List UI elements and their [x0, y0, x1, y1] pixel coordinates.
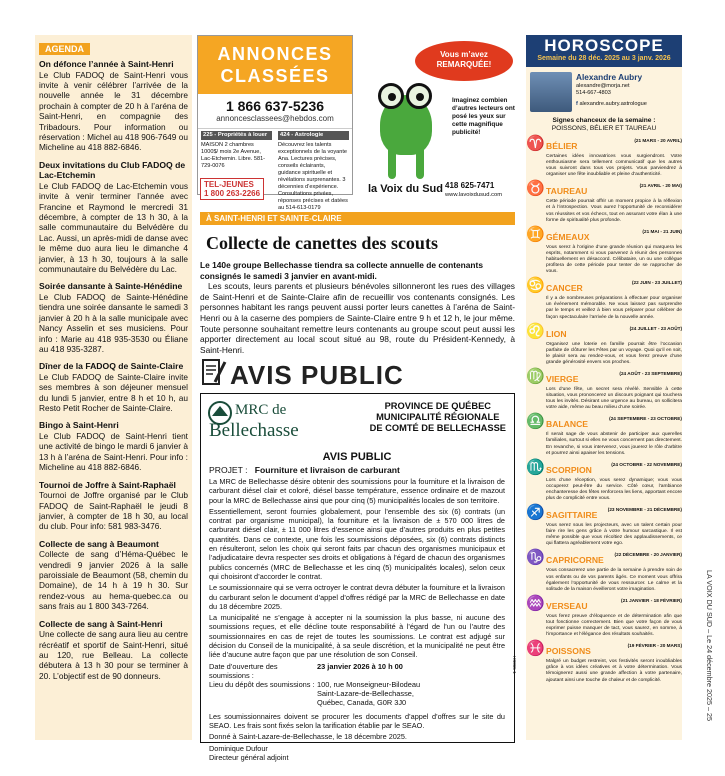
zodiac-sign	[526, 550, 682, 592]
zodiac-dates: (19 FÉVRIER - 20 MARS)	[627, 643, 682, 649]
tel-jeunes-name: TEL-JEUNES	[204, 180, 254, 189]
event-body: Une collecte de sang aura lieu au centre récréatif et sportif de Saint-Henri, situé au 120, rue Belleau. La collecte débutera à 13 h 30 pour se terminer à 20. L’objectif est de 90 donneurs.	[39, 629, 188, 681]
opening-date-label: Date d’ouverture des soumissions :	[209, 661, 278, 680]
zodiac-name: GÉMEAUX	[546, 231, 590, 242]
zodiac-name: SAGITTAIRE	[546, 510, 598, 521]
horoscope-column	[526, 35, 682, 740]
event-title: Dîner de la FADOQ de Sainte-Claire	[39, 361, 184, 372]
zodiac-icon: ♋	[526, 277, 545, 295]
agenda-event	[39, 160, 188, 275]
zodiac-name: SCORPION	[546, 464, 592, 475]
classified-phone[interactable]: 1 866 637-5236	[225, 98, 325, 114]
notice-paragraph: Les soumissionnaires doivent se procurer les documents d’appel d’offres sur le site du SEAO. Les frais sont fixés selon la tarification établie par le SEAO.	[209, 711, 505, 730]
zodiac-text: Malgré un budget restreint, vos festivités seront inoubliables grâce à vos idées créatives et à votre détermination. Vous témoignerez aussi une grande affection à votre partenaire, ajoutant ainsi une touche de chaleur et de complicité.	[546, 659, 682, 683]
zodiac-sign	[526, 324, 682, 366]
agenda-event	[39, 281, 188, 354]
horoscope-week: Semaine du 28 déc. 2025 au 3 janv. 2026	[537, 55, 671, 62]
zodiac-sign	[526, 641, 682, 683]
agenda-event	[39, 420, 188, 472]
opening-date-row	[209, 662, 505, 680]
signatory-title: Directeur général adjoint	[209, 752, 289, 762]
zodiac-dates: (23 NOVEMBRE - 21 DÉCEMBRE)	[607, 507, 682, 513]
event-title: Deux invitations du Club FADOQ de Lac-Etchemin	[39, 159, 186, 181]
event-body: Le Club FADOQ de Lac-Etchemin vous invite à venir terminer l’année avec Francine et Raymond le mercredi 31 décembre, à compter de 13 h 30, à la salle communautaire du Belvédère du Lac. Aussi, un après-midi de danse avec le même duo aura lieu le dimanche 4 janvier, à 13 h 30, toujours à la salle communautaire du Belvédère du Lac.	[39, 180, 188, 274]
deposit-location-row	[209, 680, 505, 689]
promo-phone[interactable]: 418 625-7471	[445, 181, 495, 190]
zodiac-icon: ♉	[526, 180, 545, 198]
avatar	[530, 72, 572, 112]
astrology-heading: 424 - Astrologie	[278, 131, 349, 140]
event-body: Le Club FADOQ de Saint-Henri tient une activité de bingo le mardi 6 janvier à 13 h à l’aréna de Saint-Henri. Pour info : Micheline au 418 882-6846.	[39, 430, 188, 473]
event-title: On défonce l’année à Saint-Henri	[39, 59, 174, 69]
agenda-event	[39, 619, 188, 682]
author-name: Alexandre Aubry	[576, 72, 643, 82]
mrc-bellechasse-logo	[207, 400, 317, 444]
zodiac-dates: (22 DÉCEMBRE - 20 JANVIER)	[614, 552, 682, 558]
article-title: Collecte de canettes des scouts	[206, 233, 438, 253]
zodiac-dates: (22 JUIN - 23 JUILLET)	[631, 280, 682, 286]
lucky-list: POISSONS, BÉLIER ET TAUREAU	[551, 125, 657, 132]
frog-eye-icon	[378, 83, 404, 109]
agenda-event	[39, 539, 188, 612]
classified-email[interactable]: annoncesclassees@hebdos.com	[216, 114, 334, 123]
speech-bubble	[415, 41, 513, 81]
frog-eye-icon	[406, 83, 432, 109]
event-body: Le Club FADOQ de Sainte-Hénédine tiendra une soirée dansante le samedi 3 janvier à 20 h à la salle municipale avec Nancy Asselin et ses musiciens. Pour info : Marie au 418 935-3530 ou Éliane au 418 935-3287.	[39, 291, 188, 354]
horoscope-header	[526, 35, 682, 67]
zodiac-sign	[526, 369, 682, 411]
project-name: Fourniture et livraison de carburant	[254, 465, 400, 475]
zodiac-sign	[526, 414, 682, 456]
classified-ads-box	[197, 35, 353, 211]
zodiac-sign	[526, 596, 682, 638]
tel-jeunes-logo	[200, 178, 264, 200]
zodiac-name: POISSONS	[546, 646, 591, 657]
zodiac-text: Lors d’une réception, vous serez dynamique; vous vous occuperez peut-être du service. Côté cœur, l’ambiance enchanteresse des fêtes renforcera les liens, apportant encore plus de complicité entre vous.	[546, 477, 682, 501]
newspaper-promo-ad	[360, 35, 520, 205]
deposit-address-line2: Saint-Lazare-de-Bellechasse,	[317, 689, 414, 699]
tel-jeunes-phone: 1 800 263-2266	[204, 189, 261, 198]
zodiac-name: CAPRICORNE	[546, 555, 604, 566]
lucky-label: Signes chanceux de la semaine :	[552, 117, 656, 124]
zodiac-name: VIERGE	[546, 373, 579, 384]
notice-paragraph: Essentiellement, seront fournies globalement, pour l’ensemble des six (6) contrats (un contrat par organisme municipal), la fourniture et la livraison de ± 570 000 litres de carburant diésel clair, ± 11 000 litres d’essence ainsi que d’autres produits en plus petites quantités. Dans ce contexte, une fois les soumissions déposées, six (6) contrats distincts en résulteront, selon les choix qui seront faits par chacun des organismes municipaux et l’adjudicataire devra respecter ses droits et obligations à l’égard de chacun des organismes publics concernés (MRC de Bellechasse et les cinq (5) municipalités locales), selon ceux qui choisiront d’accorder le contrat.	[209, 506, 505, 581]
deposit-address-line3: Québec, Canada, G0R 3J0	[317, 698, 407, 708]
zodiac-icon: ♑	[526, 549, 545, 567]
zodiac-name: BALANCE	[546, 419, 589, 430]
scouts-article	[200, 212, 515, 355]
zodiac-dates: (21 AVRIL - 20 MAI)	[639, 183, 682, 189]
author-phone[interactable]: 514-667-4803	[576, 90, 611, 96]
mrc-name: Bellechasse	[209, 420, 299, 441]
zodiac-text: Certaines idées innovatrices vous surgiendront. Votre enthousiasme sera tellement communicatif que les autres vous suivront dans tous vos projets. Vous parviendrez à organiser une fête inoubliable et pleine d’authenticité.	[546, 154, 682, 178]
agenda-event	[39, 361, 188, 413]
article-lead: Le 140e groupe Bellechasse tiendra sa collecte annuelle de contenants consignés le samedi 3 janvier en avant-midi.	[200, 260, 483, 281]
zodiac-dates: (21 JANVIER - 18 FÉVRIER)	[621, 597, 682, 603]
zodiac-icon: ♒	[526, 594, 545, 612]
rentals-text: MAISON 2 chambres 1000$/ mois 2e Avenue, Lac-Etchemin. Libre. 581-729-0076	[201, 142, 266, 169]
zodiac-text: Il y a de nombreuses préparations à effectuer pour organiser un événement mémorable. Ne vous laissez pas surprendre par le temps et veillez à bien vous préparer pour célébrer de façon spectaculaire l’arrivée de la nouvelle année.	[546, 296, 682, 320]
event-title: Tournoi de Joffre à Saint-Raphaël	[39, 479, 176, 490]
classified-columns	[198, 128, 352, 214]
zodiac-icon: ♓	[526, 640, 545, 658]
zodiac-sign	[526, 278, 682, 320]
notice-title: AVIS PUBLIC	[322, 451, 392, 463]
zodiac-name: TAUREAU	[546, 186, 588, 197]
zodiac-text: Il serait sage de vous abstenir de participer aux querelles familiales, surtout si elles ne vous concernent pas directement. En revanche, si vous intervenez, vous jouerez le rôle d’arbitre et pourrez ainsi apaiser les tensions.	[546, 432, 682, 456]
classified-title-line2: CLASSÉES	[220, 66, 330, 86]
zodiac-name: BÉLIER	[546, 141, 578, 151]
article-section: À SAINT-HENRI ET SAINTE-CLAIRE	[200, 212, 515, 225]
notice-body	[209, 451, 505, 764]
author-facebook[interactable]	[576, 101, 647, 107]
event-title: Soirée dansante à Sainte-Hénédine	[39, 281, 183, 292]
public-notice-header: AVIS PUBLIC	[230, 360, 404, 390]
zodiac-icon: ♎	[526, 413, 545, 431]
document-pen-icon	[201, 356, 227, 388]
zodiac-text: Vous ferez preuve d’éloquence et de détermination afin que tout fonctionne correctement. Bien que votre façon de vous exprimer puisse manquer de tact, vous saurez, en somme, à l’importance et l’élégance des résultats souhaités.	[546, 613, 682, 638]
zodiac-icon: ♐	[526, 504, 545, 522]
agenda-event	[39, 480, 188, 532]
astrology-text: Découvrez les talents exceptionnels de la voyante Ana. Lectures précises, conseils éclairants, guidance spirituelle et révélations surprenantes. 3 décennies d’expérience. Consultations privées, réponses précises et datées au 514-613-0179	[278, 142, 348, 211]
event-body: Le Club FADOQ de Saint-Henri vous invite à venir célébrer l’arrivée de la nouvelle année le 31 décembre prochain à compter de 20 h à l’aréna de Saint-Henri, en compagnie des Tribadours. Pour information ou réservation : Michel au 418 906-7649 ou Micheline au 418 882-6846.	[39, 69, 188, 153]
zodiac-dates: (24 JUILLET - 23 AOÛT)	[629, 325, 682, 331]
facebook-handle: alexandre.aubry.astrologue	[579, 101, 647, 107]
zodiac-sign	[526, 136, 682, 178]
deposit-location-label: Lieu du dépôt des soumissions :	[209, 680, 315, 690]
zodiac-icon: ♏	[526, 458, 545, 476]
zodiac-sign	[526, 460, 682, 502]
province-line3: DE COMTÉ DE BELLECHASSE	[369, 423, 506, 433]
zodiac-dates: (24 AOÛT - 23 SEPTEMBRE)	[619, 370, 682, 376]
event-body: Collecte de sang d’Héma-Québec le vendredi 9 janvier 2026 à la salle paroissiale de Beaumont (58, chemin du Domaine), de 14 h à 19 h 30. Sur rendez-vous au hema-quebec.ca ou sans frais au 1 800 343-7264.	[39, 549, 188, 612]
notice-paragraph: La MRC de Bellechasse désire obtenir des soumissions pour la fourniture et la livraison de carburant diésel clair et coloré, diésel basse température, essence ordinaire et de mazout pour la MRC de Bellechasse ainsi que pour cinq (5) municipalités locales de son territoire.	[209, 477, 505, 505]
zodiac-icon: ♈	[526, 135, 545, 152]
event-body: Tournoi de Joffre organisé par le Club FADOQ de Saint-Raphaël le jeudi 8 janvier, à compter de 18 h 30, au local du club. Pour info: 581 983-3476.	[39, 490, 188, 532]
rentals-heading: 225 - Propriétés à louer	[201, 131, 272, 140]
classified-astrology	[275, 129, 352, 214]
promo-text: Imaginez combien d’autres lecteurs ont posé les yeux sur cette magnifique publicité!	[452, 97, 515, 136]
agenda-event	[39, 59, 188, 153]
zodiac-sign	[526, 227, 682, 275]
province-line1: PROVINCE DE QUÉBEC	[384, 401, 492, 411]
facebook-icon: f	[576, 101, 578, 107]
zodiac-sign	[526, 505, 682, 547]
zodiac-dates: (24 OCTOBRE - 22 NOVEMBRE)	[611, 461, 682, 467]
zodiac-dates: (21 MAI - 21 JUIN)	[642, 228, 682, 234]
zodiac-text: Lors d’une fête, un secret sera révélé. Sensible à cette situation, vous prononcerez un discours poignant qui touchera tous les invités. Désirant une urgence au bureau, on sollicitera votre aide, même au beau milieu d’une soirée.	[546, 386, 682, 411]
opening-date: 23 janvier 2026 à 10 h 00	[317, 661, 403, 671]
classified-rentals	[198, 129, 275, 214]
zodiac-name: CANCER	[546, 283, 583, 294]
lucky-signs	[526, 117, 682, 133]
zodiac-name: LION	[546, 328, 567, 339]
promo-url[interactable]: www.lavoixdusud.com	[445, 192, 503, 198]
article-body: Les scouts, leurs parents et plusieurs bénévoles sillonneront les rues des villages de Saint-Henri et de Sainte-Claire afin de recueillir vos contenants consignés. Les personnes habitant les rangs peuvent aussi porter leurs canettes à l’aréna de Saint-Henri ou à la caserne des pompiers de Sainte-Claire entre 9 h et 12 h, le jour même. Toute personne souhaitant remettre leurs contenants au groupe scout peut aussi les apporter directement au local scout situé au 98, route du Président-Kennedy, à Saint-Henri.	[200, 281, 515, 355]
author-email[interactable]: alexandre@morja.net	[576, 83, 630, 89]
province-line2: MUNICIPALITÉ RÉGIONALE	[376, 412, 500, 422]
author-block	[526, 70, 682, 110]
notice-given: Donné à Saint-Lazare-de-Bellechasse, le 18 décembre 2025.	[209, 732, 407, 742]
zodiac-text: Vous consacrerez une partie de la semaine à prendre soin de vos enfants ou de vos parents âgés. Ce moment vous offrira également l’opportunité de vous ressourcer. Le calme et la solitude de la maison éveilleront votre imagination.	[546, 568, 682, 592]
zodiac-list	[526, 136, 682, 684]
public-notice	[200, 393, 517, 762]
zodiac-icon: ♌	[526, 322, 545, 340]
notice-project	[209, 465, 505, 475]
zodiac-text: Vous serez sous les projecteurs, avec un talent certain pour faire rire les gens grâce à votre humour sarcastique. Il est même possible que vous récoltiez des applaudissements, ce qui flattera agréablement votre ego.	[546, 523, 682, 547]
deposit-address-line1: 100, rue Monseigneur-Bilodeau	[317, 680, 421, 690]
event-body: Le Club FADOQ de Sainte-Claire invite ses membres à son déjeuner mensuel du lundi 5 janvier, entre 8 h et 10 h, au Resto Petit Rocher de Sainte-Claire.	[39, 371, 188, 414]
page-footer: LA VOIX DU SUD – Le 24 décembre 2025 – 25	[705, 570, 714, 722]
notice-paragraph: Le soumissionnaire qui se verra octroyer le contrat devra débuter la fourniture et la livraison du carburant selon le document d’appel d’offres rédigé par la MRC de Bellechasse en date du 18 décembre 2025.	[209, 583, 505, 611]
voix-du-sud-logo: la Voix du Sud	[368, 183, 443, 195]
zodiac-text: Vous serez à l’origine d’une grande réunion qui marquera les esprits, notamment si vous parvenez à réunir des personnes habituellement en désaccord. Célibataire, un ou une collègue profitera de cette période pour tenter de se rapprocher de vous.	[546, 244, 682, 275]
notice-paragraph: La municipalité ne s’engage à accepter ni la soumission la plus basse, ni aucune des soumissions reçues, et elle décline toute responsabilité à l’égard de l’un ou l’autre des soumissionnaires en cas de rejet de toutes les soumissions. Le contrat est adjugé sur décision du Conseil de la municipalité, à sa seule discrétion, et la municipalité ne peut être liée d’aucune autre façon que par une résolution de son Conseil.	[209, 613, 505, 660]
agenda-tag: AGENDA	[39, 43, 90, 55]
horoscope-title: HOROSCOPE	[544, 36, 664, 55]
province-heading	[370, 401, 506, 434]
zodiac-text: Cette période pourrait offrir un moment propice à la réflexion et à l’introspection. Vous aurez l’opportunité de reconsidérer vos réussites et vos échecs, tout en assurant votre élan à une forme de spiritualité plus profonde.	[546, 199, 682, 223]
bubble-line2: REMARQUÉE!	[436, 60, 492, 69]
agenda-column	[35, 35, 192, 740]
zodiac-text: Organisez une loterie en famille pourrait être l’occasion parfaite de clôturer les Fêtes par un voyage. Quoi qu’il en soit, le plaisir sera au rendez-vous, et vous ferez preuve d’une grande générosité envers vos proches.	[546, 341, 682, 365]
notice-reference: HS865-1	[512, 656, 517, 674]
classified-title-line1: ANNONCES	[217, 44, 333, 64]
event-title: Bingo à Saint-Henri	[39, 420, 119, 431]
zodiac-icon: ♍	[526, 367, 545, 385]
zodiac-name: VERSEAU	[546, 600, 588, 611]
mrc-label: MRC de	[235, 402, 287, 418]
zodiac-dates: (24 SEPTEMBRE - 23 OCTOBRE)	[609, 416, 682, 422]
zodiac-dates: (21 MARS - 20 AVRIL)	[634, 138, 682, 143]
signatory-name: Dominique Dufour	[209, 743, 268, 753]
event-title: Collecte de sang à Saint-Henri	[39, 618, 163, 629]
project-label: PROJET :	[209, 465, 248, 475]
bubble-line1: Vous m’avez	[440, 50, 488, 59]
zodiac-sign	[526, 181, 682, 223]
zodiac-icon: ♊	[526, 225, 545, 243]
classified-header	[198, 36, 352, 94]
event-title: Collecte de sang à Beaumont	[39, 538, 159, 549]
